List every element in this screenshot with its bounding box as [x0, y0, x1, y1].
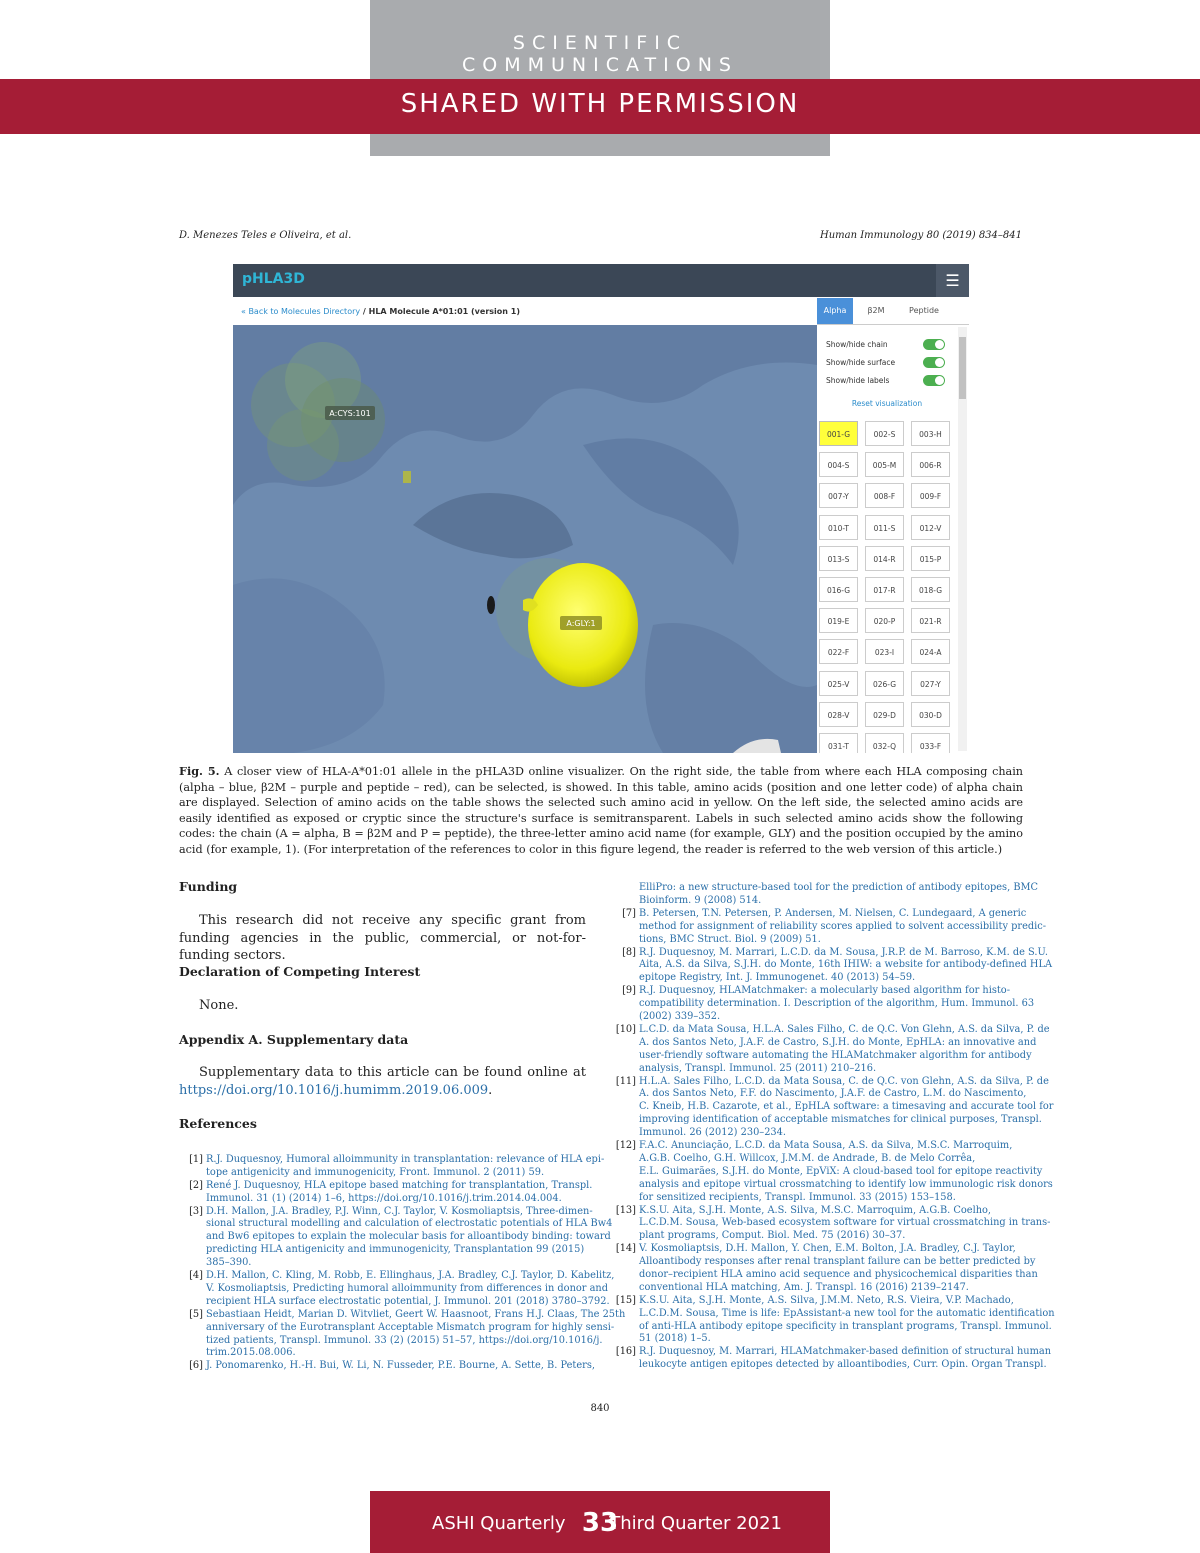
caption-text: A closer view of HLA-A*01:01 allele in the pHLA3D online visualizer. On the right side, the table from where each HLA composing chain (alpha – blue, β2M – purple and peptide – red), can be selected, is showed. In this table, amino acids (position and one letter code) of alpha chain are displayed. Selection of amino acids on the table shows the selected such amino acid in yellow. On the left side, the selected amino acids are easily identified as exposed or cryptic since the structure's surface is semitransparent. Labels in such selected amino acids show the following codes: the chain (A = alpha, B = β2M and P = peptide), the three-letter amino acid name (for example, GLY) and the position occupied by the amino acid (for example, 1). (For interpretation of the references to color in this figure legend, the reader is referred to the web version of this article.) — [179, 765, 1023, 856]
competing-text: None. — [199, 998, 239, 1013]
page-number: 840 — [590, 1403, 610, 1414]
amino-acid-cell[interactable]: 025-V — [819, 671, 858, 696]
amino-acid-cell[interactable]: 032-Q — [865, 733, 904, 753]
reference-number: [7] — [622, 907, 636, 919]
reference-line: and Bw6 epitopes to explain the molecular basis for alloantibody binding: toward — [206, 1231, 611, 1243]
reference-line: H.L.A. Sales Filho, L.C.D. da Mata Sousa, C. de Q.C. von Glehn, A.S. da Silva, P. de — [639, 1075, 1049, 1087]
funding-text: This research did not receive any specific grant from funding agencies in the public, commercial, or not-for-funding sectors. — [179, 913, 586, 963]
reference-line: leukocyte antigen epitopes detected by alloantibodies, Curr. Opin. Organ Transpl. — [639, 1359, 1047, 1371]
footer-issue: Third Quarter 2021 — [609, 1513, 782, 1534]
references-heading: References — [179, 1116, 257, 1131]
amino-acid-cell[interactable]: 014-R — [865, 546, 904, 571]
reference-number: [10] — [615, 1023, 636, 1035]
reference-number: [1] — [189, 1154, 203, 1165]
reference-number: [14] — [615, 1243, 636, 1255]
amino-acid-cell[interactable]: 006-R — [911, 452, 950, 477]
reference-number: [5] — [189, 1308, 203, 1320]
reference-line: A. dos Santos Neto, F.F. do Nascimento, J.A.F. de Castro, L.M. do Nascimento, — [639, 1088, 1027, 1100]
reference-line: Immunol. 31 (1) (2014) 1–6, https://doi.org/10.1016/j.trim.2014.04.004. — [206, 1192, 562, 1204]
reference-line: L.C.D. da Mata Sousa, H.L.A. Sales Filho, C. de Q.C. Von Glehn, A.S. da Silva, P. de — [639, 1023, 1050, 1035]
reference-line: sional structural modelling and calculation of electrostatic potentials of HLA Bw4 — [206, 1218, 613, 1230]
amino-acid-cell[interactable]: 011-S — [865, 515, 904, 540]
tab-b2m[interactable]: β2M — [867, 306, 885, 315]
reference-number: [13] — [615, 1204, 636, 1216]
reference-number: [4] — [189, 1270, 203, 1282]
tab-peptide[interactable]: Peptide — [909, 306, 939, 315]
menu-icon[interactable]: ☰ — [936, 264, 969, 297]
reference-line: 385–390. — [206, 1257, 252, 1269]
reference-line: Sebastiaan Heidt, Marian D. Witvliet, Geert W. Haasnoot, Frans H.J. Claas, The 25th — [206, 1308, 626, 1320]
reference-line: B. Petersen, T.N. Petersen, P. Andersen, M. Nielsen, C. Lundegaard, A generic — [639, 907, 1027, 919]
reference-line: D.H. Mallon, C. Kling, M. Robb, E. Ellinghaus, J.A. Bradley, C.J. Taylor, D. Kabelitz, — [206, 1270, 615, 1282]
reference-line: ElliPro: a new structure-based tool for the prediction of antibody epitopes, BMC — [639, 882, 1039, 893]
amino-acid-cell[interactable]: 004-S — [819, 452, 858, 477]
reference-line: tized patients, Transpl. Immunol. 33 (2) (2015) 51–57, https://doi.org/10.1016/j. — [206, 1334, 603, 1346]
viewer-label-gly: A:GLY:1 — [566, 619, 596, 628]
footer-journal: ASHI Quarterly — [432, 1513, 566, 1534]
reference-number: [8] — [622, 946, 636, 958]
reference-number: [16] — [615, 1346, 636, 1358]
appendix-text: Supplementary data to this article can be found online at https://doi.org/10.1016/j.humimm.2019.06.009. — [179, 1065, 586, 1098]
appendix-heading: Appendix A. Supplementary data — [179, 1032, 409, 1047]
amino-acid-cell[interactable]: 028-V — [819, 702, 858, 727]
section-title: SCIENTIFIC COMMUNICATIONS — [462, 32, 738, 76]
reference-number: [3] — [189, 1205, 203, 1217]
amino-acid-cell[interactable]: 013-S — [819, 546, 858, 571]
scrollbar-thumb[interactable] — [959, 337, 966, 399]
amino-acid-cell[interactable]: 024-A — [911, 639, 950, 664]
reference-line: R.J. Duquesnoy, M. Marrari, L.C.D. da M. Sousa, J.R.P. de M. Barroso, K.M. de S.U. — [639, 946, 1048, 958]
amino-acid-cell[interactable]: 008-F — [865, 483, 904, 508]
reference-line: K.S.U. Aita, S.J.H. Monte, A.S. Silva, M.S.C. Marroquim, A.G.B. Coelho, — [639, 1204, 992, 1216]
reference-line: E.L. Guimarães, S.J.H. do Monte, EpViX: A cloud-based tool for epitope reactivity — [639, 1165, 1043, 1177]
reference-number: [6] — [189, 1360, 203, 1372]
reference-line: plant programs, Comput. Biol. Med. 75 (2016) 30–37. — [639, 1230, 906, 1242]
running-head-journal: Human Immunology 80 (2019) 834–841 — [820, 230, 1022, 241]
reference-number: [11] — [615, 1075, 636, 1087]
reference-line: J. Ponomarenko, H.-H. Bui, W. Li, N. Fusseder, P.E. Bourne, A. Sette, B. Peters, — [206, 1360, 595, 1372]
competing-heading: Declaration of Competing Interest — [179, 964, 421, 979]
amino-acid-cell[interactable]: 001-G — [819, 421, 858, 446]
breadcrumb-current: / HLA Molecule A*01:01 (version 1) — [360, 307, 520, 316]
reference-line: compatibility determination. I. Description of the algorithm, Hum. Immunol. 63 — [639, 998, 1035, 1010]
reference-line: of anti-HLA antibody epitope specificity in transplant programs, Transpl. Immunol. — [639, 1320, 1052, 1332]
doi-link[interactable]: https://doi.org/10.1016/j.humimm.2019.06.009 — [179, 1082, 489, 1098]
amino-acid-cell[interactable]: 033-F — [911, 733, 950, 753]
reference-line: analysis, Transpl. Immunol. 25 (2011) 210–216. — [639, 1062, 877, 1074]
reference-line: donor–recipient HLA amino acid sequence and physicochemical disparities than — [639, 1268, 1038, 1280]
reference-line: R.J. Duquesnoy, M. Marrari, HLAMatchmaker-based definition of structural human — [639, 1346, 1052, 1358]
amino-acid-cell[interactable]: 029-D — [865, 702, 904, 727]
caption-label: Fig. 5. — [179, 764, 220, 778]
reference-line: (2002) 339–352. — [639, 1010, 721, 1022]
amino-acid-cell[interactable]: 020-P — [865, 608, 904, 633]
toggle-surface-label: Show/hide surface — [826, 358, 896, 367]
reference-number: [2] — [189, 1179, 203, 1191]
back-link[interactable]: « Back to Molecules Directory — [241, 307, 361, 316]
toggle-surface-switch[interactable] — [923, 357, 945, 368]
running-head-authors: D. Menezes Teles e Oliveira, et al. — [179, 230, 352, 241]
footer-page: 33 — [581, 1508, 619, 1538]
reference-line: predicting HLA antigenicity and immunogenicity, Transplantation 99 (2015) — [206, 1244, 585, 1256]
amino-acid-cell[interactable]: 030-D — [911, 702, 950, 727]
amino-acid-cell[interactable]: 026-G — [865, 671, 904, 696]
amino-acid-cell[interactable]: 019-E — [819, 608, 858, 633]
reference-line: tope antigenicity and immunogenicity, Front. Immunol. 2 (2011) 59. — [206, 1166, 545, 1178]
reference-line: V. Kosmoliaptsis, D.H. Mallon, Y. Chen, E.M. Bolton, J.A. Bradley, C.J. Taylor, — [639, 1243, 1016, 1255]
reference-line: R.J. Duquesnoy, Humoral alloimmunity in transplantation: relevance of HLA epi- — [206, 1154, 605, 1165]
amino-acid-cell[interactable]: 017-R — [865, 577, 904, 602]
reset-visualization-link[interactable]: Reset visualization — [851, 399, 923, 408]
reference-line: conventional HLA matching, Am. J. Transpl. 16 (2016) 2139–2147. — [639, 1281, 969, 1293]
reference-line: 51 (2018) 1–5. — [639, 1333, 711, 1345]
reference-line: tions, BMC Struct. Biol. 9 (2009) 51. — [639, 933, 821, 945]
reference-line: Immunol. 26 (2012) 230–234. — [639, 1127, 787, 1139]
reference-line: recipient HLA surface electrostatic potential, J. Immunol. 201 (2018) 3780–3792. — [206, 1295, 610, 1307]
reference-line: Bioinform. 9 (2008) 514. — [639, 894, 762, 906]
reference-line: A.G.B. Coelho, G.H. Willcox, J.M.M. de Andrade, B. de Melo Corrêa, — [639, 1152, 976, 1164]
control-panel — [817, 325, 969, 753]
reference-line: user-friendly software automating the HLAMatchmaker algorithm for antibody — [639, 1049, 1032, 1061]
reference-number: [12] — [615, 1140, 636, 1151]
molecule-viewer[interactable] — [233, 325, 817, 753]
figure-caption — [179, 764, 1023, 858]
amino-acid-cell[interactable]: 012-V — [911, 515, 950, 540]
amino-acid-cell[interactable]: 021-R — [911, 608, 950, 633]
app-logo-suffix: 3D — [283, 271, 305, 287]
reference-number: [15] — [615, 1294, 636, 1306]
amino-acid-cell[interactable]: 023-I — [865, 639, 904, 664]
banner — [0, 79, 1200, 134]
reference-line: trim.2015.08.006. — [206, 1347, 296, 1359]
reference-line: for sensitized recipients, Transpl. Immunol. 33 (2015) 153–158. — [639, 1191, 956, 1203]
amino-acid-cell[interactable]: 018-G — [911, 577, 950, 602]
funding-heading: Funding — [179, 879, 238, 894]
viewer-label-cys: A:CYS:101 — [329, 409, 371, 418]
banner-title: SHARED WITH PERMISSION — [400, 89, 800, 119]
reference-line: René J. Duquesnoy, HLA epitope based matching for transplantation, Transpl. — [206, 1179, 593, 1191]
reference-line: C. Kneib, H.B. Cazarote, et al., EpHLA software: a timesaving and accurate tool for — [639, 1101, 1054, 1113]
reference-line: A. dos Santos Neto, J.A.F. de Castro, S.J.H. do Monte, EpHLA: an innovative and — [639, 1036, 1037, 1048]
app-navbar — [233, 264, 969, 297]
amino-acid-cell[interactable]: 007-Y — [819, 483, 858, 508]
figure-screenshot — [233, 264, 969, 753]
panel-scrollbar[interactable] — [958, 327, 967, 751]
reference-line: V. Kosmoliaptsis, Predicting humoral alloimmunity from differences in donor and — [206, 1282, 609, 1294]
breadcrumb — [241, 307, 520, 316]
reference-line: L.C.D.M. Sousa, Web-based ecosystem software for virtual crossmatching in trans- — [639, 1217, 1051, 1229]
amino-acid-cell[interactable]: 010-T — [819, 515, 858, 540]
amino-acid-cell[interactable]: 003-H — [911, 421, 950, 446]
chain-tabs — [817, 298, 969, 325]
reference-line: analysis and epitope virtual crossmatching to identify low immunologic risk donors — [639, 1178, 1053, 1190]
reference-line: anniversary of the Eurotransplant Acceptable Mismatch program for highly sensi- — [206, 1321, 615, 1333]
amino-acid-cell[interactable]: 015-P — [911, 546, 950, 571]
reference-line: improving identification of acceptable mismatches for clinical purposes, Transpl. — [639, 1114, 1042, 1126]
toggle-chain-label: Show/hide chain — [826, 340, 888, 349]
app-logo: pHLA3D — [242, 271, 305, 287]
toggle-chain-switch[interactable] — [923, 339, 945, 350]
amino-acid-cell[interactable]: 009-F — [911, 483, 950, 508]
toggle-labels-switch[interactable] — [923, 375, 945, 386]
amino-acid-cell[interactable]: 005-M — [865, 452, 904, 477]
amino-acid-cell[interactable]: 002-S — [865, 421, 904, 446]
amino-acid-cell[interactable]: 016-G — [819, 577, 858, 602]
reference-line: F.A.C. Anunciação, L.C.D. da Mata Sousa, A.S. da Silva, M.S.C. Marroquim, — [639, 1140, 1013, 1151]
amino-acid-cell[interactable]: 022-F — [819, 639, 858, 664]
amino-acid-cell[interactable]: 027-Y — [911, 671, 950, 696]
molecule-surface — [233, 325, 817, 753]
tab-alpha[interactable]: Alpha — [817, 298, 853, 324]
reference-line: K.S.U. Aita, S.J.H. Monte, A.S. Silva, J.M.M. Neto, R.S. Vieira, V.P. Machado, — [639, 1294, 1014, 1306]
reference-line: epitope Registry, Int. J. Immunogenet. 40 (2013) 54–59. — [639, 972, 916, 984]
amino-acid-cell[interactable]: 031-T — [819, 733, 858, 753]
toggle-labels-label: Show/hide labels — [826, 376, 890, 385]
reference-line: Alloantibody responses after renal transplant failure can be better predicted by — [639, 1256, 1036, 1268]
reference-line: L.C.D.M. Sousa, Time is life: EpAssistant-a new tool for the automatic identification — [639, 1307, 1055, 1319]
reference-number: [9] — [622, 985, 636, 997]
reference-line: R.J. Duquesnoy, HLAMatchmaker: a molecularly based algorithm for histo- — [639, 985, 1010, 997]
reference-line: method for assignment of reliability scores applied to solvent accessibility predic- — [639, 920, 1047, 932]
reference-line: Aita, A.S. da Silva, S.J.H. do Monte, 16th IHIW: a website for antibody-defined HLA — [639, 959, 1053, 971]
reference-line: D.H. Mallon, J.A. Bradley, P.J. Winn, C.J. Taylor, V. Kosmoliaptsis, Three-dimen- — [206, 1205, 593, 1217]
footer-band — [370, 1491, 830, 1553]
